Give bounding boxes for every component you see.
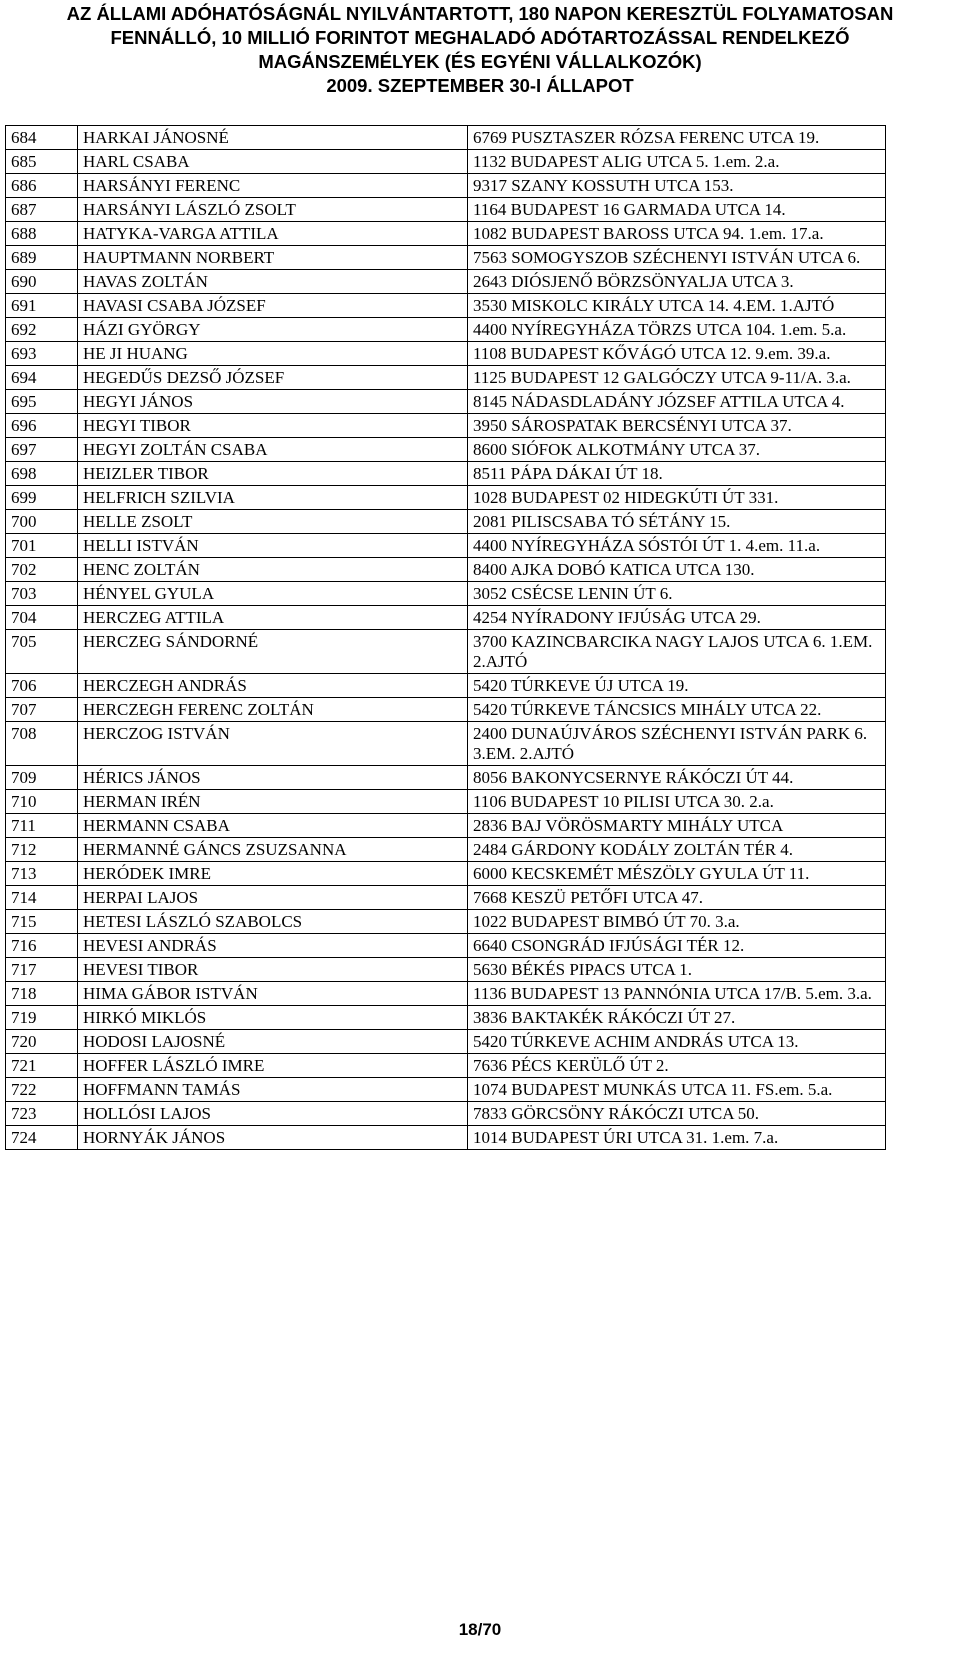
- table-row: [6, 510, 886, 534]
- row-number: 706: [6, 674, 78, 698]
- taxpayer-address: 3836 BAKTAKÉK RÁKÓCZI ÚT 27.: [468, 1006, 886, 1030]
- taxpayer-address: 3052 CSÉCSE LENIN ÚT 6.: [468, 582, 886, 606]
- taxpayer-name: HELFRICH SZILVIA: [78, 486, 468, 510]
- row-number: 707: [6, 698, 78, 722]
- row-number: 685: [6, 150, 78, 174]
- taxpayer-name: HERCZEGH FERENC ZOLTÁN: [78, 698, 468, 722]
- taxpayer-name: HERCZOG ISTVÁN: [78, 722, 468, 766]
- taxpayer-address: 2643 DIÓSJENŐ BÖRZSÖNYALJA UTCA 3.: [468, 270, 886, 294]
- table-row: [6, 1126, 886, 1150]
- taxpayer-name: HERPAI LAJOS: [78, 886, 468, 910]
- row-number: 693: [6, 342, 78, 366]
- table-row: [6, 838, 886, 862]
- table-row: [6, 534, 886, 558]
- header-line-4: 2009. SZEPTEMBER 30-I ÁLLAPOT: [326, 75, 634, 96]
- taxpayer-address: 2400 DUNAÚJVÁROS SZÉCHENYI ISTVÁN PARK 6. 3.EM. 2.AJTÓ: [468, 722, 886, 766]
- taxpayer-address: 5630 BÉKÉS PIPACS UTCA 1.: [468, 958, 886, 982]
- table-row: [6, 150, 886, 174]
- table-row: [6, 126, 886, 150]
- row-number: 694: [6, 366, 78, 390]
- table-row: [6, 294, 886, 318]
- table-row: [6, 886, 886, 910]
- row-number: 697: [6, 438, 78, 462]
- header-line-3: MAGÁNSZEMÉLYEK (ÉS EGYÉNI VÁLLALKOZÓK): [258, 51, 702, 72]
- header-line-2: FENNÁLLÓ, 10 MILLIÓ FORINTOT MEGHALADÓ ADÓTARTOZÁSSAL RENDELKEZŐ: [110, 27, 850, 48]
- table-row: [6, 1054, 886, 1078]
- row-number: 720: [6, 1030, 78, 1054]
- taxpayer-address: 1014 BUDAPEST ÚRI UTCA 31. 1.em. 7.a.: [468, 1126, 886, 1150]
- row-number: 701: [6, 534, 78, 558]
- row-number: 710: [6, 790, 78, 814]
- row-number: 702: [6, 558, 78, 582]
- taxpayer-name: HE JI HUANG: [78, 342, 468, 366]
- table-row: [6, 766, 886, 790]
- row-number: 705: [6, 630, 78, 674]
- taxpayer-name: HARSÁNYI FERENC: [78, 174, 468, 198]
- taxpayer-address: 1132 BUDAPEST ALIG UTCA 5. 1.em. 2.a.: [468, 150, 886, 174]
- row-number: 712: [6, 838, 78, 862]
- taxpayer-name: HERMAN IRÉN: [78, 790, 468, 814]
- row-number: 704: [6, 606, 78, 630]
- header-line-1: AZ ÁLLAMI ADÓHATÓSÁGNÁL NYILVÁNTARTOTT, 180 NAPON KERESZTÜL FOLYAMATOSAN: [66, 3, 894, 24]
- table-row: [6, 630, 886, 674]
- taxpayer-name: HERCZEGH ANDRÁS: [78, 674, 468, 698]
- taxpayer-name: HATYKA-VARGA ATTILA: [78, 222, 468, 246]
- taxpayer-name: HETESI LÁSZLÓ SZABOLCS: [78, 910, 468, 934]
- taxpayer-table: [5, 125, 886, 1150]
- taxpayer-address: 8056 BAKONYCSERNYE RÁKÓCZI ÚT 44.: [468, 766, 886, 790]
- taxpayer-address: 7668 KESZÜ PETŐFI UTCA 47.: [468, 886, 886, 910]
- table-row: [6, 390, 886, 414]
- table-row: [6, 958, 886, 982]
- taxpayer-name: HERÓDEK IMRE: [78, 862, 468, 886]
- row-number: 722: [6, 1078, 78, 1102]
- taxpayer-table-body: [6, 126, 886, 1150]
- taxpayer-address: 7563 SOMOGYSZOB SZÉCHENYI ISTVÁN UTCA 6.: [468, 246, 886, 270]
- taxpayer-name: HELLE ZSOLT: [78, 510, 468, 534]
- taxpayer-name: HERCZEG SÁNDORNÉ: [78, 630, 468, 674]
- row-number: 714: [6, 886, 78, 910]
- row-number: 688: [6, 222, 78, 246]
- taxpayer-address: 4400 NYÍREGYHÁZA SÓSTÓI ÚT 1. 4.em. 11.a.: [468, 534, 886, 558]
- taxpayer-name: HEGYI JÁNOS: [78, 390, 468, 414]
- taxpayer-address: 6000 KECSKEMÉT MÉSZÖLY GYULA ÚT 11.: [468, 862, 886, 886]
- row-number: 690: [6, 270, 78, 294]
- row-number: 717: [6, 958, 78, 982]
- row-number: 689: [6, 246, 78, 270]
- table-row: [6, 366, 886, 390]
- table-row: [6, 582, 886, 606]
- taxpayer-address: 1082 BUDAPEST BAROSS UTCA 94. 1.em. 17.a.: [468, 222, 886, 246]
- taxpayer-address: 1136 BUDAPEST 13 PANNÓNIA UTCA 17/B. 5.em. 3.a.: [468, 982, 886, 1006]
- page-number: 18/70: [458, 1620, 502, 1639]
- table-row: [6, 698, 886, 722]
- table-row: [6, 862, 886, 886]
- table-row: [6, 414, 886, 438]
- taxpayer-address: 8145 NÁDASDLADÁNY JÓZSEF ATTILA UTCA 4.: [468, 390, 886, 414]
- row-number: 695: [6, 390, 78, 414]
- taxpayer-name: HEVESI ANDRÁS: [78, 934, 468, 958]
- table-row: [6, 342, 886, 366]
- table-row: [6, 246, 886, 270]
- taxpayer-address: 3700 KAZINCBARCIKA NAGY LAJOS UTCA 6. 1.EM. 2.AJTÓ: [468, 630, 886, 674]
- table-row: [6, 674, 886, 698]
- taxpayer-address: 4400 NYÍREGYHÁZA TÖRZS UTCA 104. 1.em. 5.a.: [468, 318, 886, 342]
- row-number: 699: [6, 486, 78, 510]
- taxpayer-address: 2081 PILISCSABA TÓ SÉTÁNY 15.: [468, 510, 886, 534]
- taxpayer-name: HARSÁNYI LÁSZLÓ ZSOLT: [78, 198, 468, 222]
- taxpayer-address: 6769 PUSZTASZER RÓZSA FERENC UTCA 19.: [468, 126, 886, 150]
- taxpayer-name: HÉNYEL GYULA: [78, 582, 468, 606]
- table-row: [6, 198, 886, 222]
- table-row: [6, 606, 886, 630]
- taxpayer-name: HOLLÓSI LAJOS: [78, 1102, 468, 1126]
- row-number: 696: [6, 414, 78, 438]
- taxpayer-address: 1074 BUDAPEST MUNKÁS UTCA 11. FS.em. 5.a.: [468, 1078, 886, 1102]
- row-number: 692: [6, 318, 78, 342]
- table-row: [6, 934, 886, 958]
- row-number: 719: [6, 1006, 78, 1030]
- taxpayer-name: HEIZLER TIBOR: [78, 462, 468, 486]
- table-row: [6, 222, 886, 246]
- taxpayer-address: 1125 BUDAPEST 12 GALGÓCZY UTCA 9-11/A. 3.a.: [468, 366, 886, 390]
- table-row: [6, 1006, 886, 1030]
- table-row: [6, 982, 886, 1006]
- row-number: 708: [6, 722, 78, 766]
- taxpayer-address: 5420 TÚRKEVE ÚJ UTCA 19.: [468, 674, 886, 698]
- taxpayer-name: HODOSI LAJOSNÉ: [78, 1030, 468, 1054]
- row-number: 724: [6, 1126, 78, 1150]
- taxpayer-address: 1028 BUDAPEST 02 HIDEGKÚTI ÚT 331.: [468, 486, 886, 510]
- table-row: [6, 722, 886, 766]
- row-number: 711: [6, 814, 78, 838]
- table-row: [6, 318, 886, 342]
- taxpayer-address: 1164 BUDAPEST 16 GARMADA UTCA 14.: [468, 198, 886, 222]
- taxpayer-name: HARKAI JÁNOSNÉ: [78, 126, 468, 150]
- taxpayer-name: HEGYI TIBOR: [78, 414, 468, 438]
- table-row: [6, 462, 886, 486]
- taxpayer-address: 1108 BUDAPEST KŐVÁGÓ UTCA 12. 9.em. 39.a.: [468, 342, 886, 366]
- row-number: 686: [6, 174, 78, 198]
- table-row: [6, 1078, 886, 1102]
- row-number: 691: [6, 294, 78, 318]
- taxpayer-name: HERMANNÉ GÁNCS ZSUZSANNA: [78, 838, 468, 862]
- taxpayer-name: HÁZI GYÖRGY: [78, 318, 468, 342]
- taxpayer-name: HAVASI CSABA JÓZSEF: [78, 294, 468, 318]
- taxpayer-name: HERCZEG ATTILA: [78, 606, 468, 630]
- table-row: [6, 174, 886, 198]
- taxpayer-address: 7833 GÖRCSÖNY RÁKÓCZI UTCA 50.: [468, 1102, 886, 1126]
- taxpayer-address: 2484 GÁRDONY KODÁLY ZOLTÁN TÉR 4.: [468, 838, 886, 862]
- taxpayer-name: HIRKÓ MIKLÓS: [78, 1006, 468, 1030]
- row-number: 700: [6, 510, 78, 534]
- taxpayer-name: HARL CSABA: [78, 150, 468, 174]
- taxpayer-address: 5420 TÚRKEVE TÁNCSICS MIHÁLY UTCA 22.: [468, 698, 886, 722]
- taxpayer-address: 4254 NYÍRADONY IFJÚSÁG UTCA 29.: [468, 606, 886, 630]
- taxpayer-name: HOFFER LÁSZLÓ IMRE: [78, 1054, 468, 1078]
- row-number: 709: [6, 766, 78, 790]
- taxpayer-address: 8600 SIÓFOK ALKOTMÁNY UTCA 37.: [468, 438, 886, 462]
- table-row: [6, 486, 886, 510]
- row-number: 716: [6, 934, 78, 958]
- row-number: 687: [6, 198, 78, 222]
- taxpayer-name: HORNYÁK JÁNOS: [78, 1126, 468, 1150]
- taxpayer-name: HAVAS ZOLTÁN: [78, 270, 468, 294]
- taxpayer-name: HERMANN CSABA: [78, 814, 468, 838]
- taxpayer-address: 8400 AJKA DOBÓ KATICA UTCA 130.: [468, 558, 886, 582]
- taxpayer-address: 8511 PÁPA DÁKAI ÚT 18.: [468, 462, 886, 486]
- taxpayer-address: 6640 CSONGRÁD IFJÚSÁGI TÉR 12.: [468, 934, 886, 958]
- row-number: 715: [6, 910, 78, 934]
- row-number: 718: [6, 982, 78, 1006]
- document-header: [0, 2, 960, 98]
- row-number: 698: [6, 462, 78, 486]
- row-number: 684: [6, 126, 78, 150]
- table-row: [6, 910, 886, 934]
- row-number: 703: [6, 582, 78, 606]
- taxpayer-name: HÉRICS JÁNOS: [78, 766, 468, 790]
- row-number: 721: [6, 1054, 78, 1078]
- table-row: [6, 814, 886, 838]
- taxpayer-name: HELLI ISTVÁN: [78, 534, 468, 558]
- taxpayer-name: HOFFMANN TAMÁS: [78, 1078, 468, 1102]
- table-row: [6, 790, 886, 814]
- taxpayer-address: 5420 TÚRKEVE ACHIM ANDRÁS UTCA 13.: [468, 1030, 886, 1054]
- taxpayer-address: 3530 MISKOLC KIRÁLY UTCA 14. 4.EM. 1.AJTÓ: [468, 294, 886, 318]
- taxpayer-address: 1022 BUDAPEST BIMBÓ ÚT 70. 3.a.: [468, 910, 886, 934]
- table-row: [6, 1102, 886, 1126]
- table-row: [6, 1030, 886, 1054]
- taxpayer-address: 3950 SÁROSPATAK BERCSÉNYI UTCA 37.: [468, 414, 886, 438]
- taxpayer-address: 1106 BUDAPEST 10 PILISI UTCA 30. 2.a.: [468, 790, 886, 814]
- taxpayer-name: HEGYI ZOLTÁN CSABA: [78, 438, 468, 462]
- taxpayer-name: HAUPTMANN NORBERT: [78, 246, 468, 270]
- taxpayer-address: 2836 BAJ VÖRÖSMARTY MIHÁLY UTCA: [468, 814, 886, 838]
- taxpayer-address: 7636 PÉCS KERÜLŐ ÚT 2.: [468, 1054, 886, 1078]
- table-row: [6, 438, 886, 462]
- table-row: [6, 558, 886, 582]
- row-number: 713: [6, 862, 78, 886]
- taxpayer-name: HENC ZOLTÁN: [78, 558, 468, 582]
- taxpayer-address: 9317 SZANY KOSSUTH UTCA 153.: [468, 174, 886, 198]
- taxpayer-name: HIMA GÁBOR ISTVÁN: [78, 982, 468, 1006]
- taxpayer-name: HEGEDŰS DEZSŐ JÓZSEF: [78, 366, 468, 390]
- table-row: [6, 270, 886, 294]
- row-number: 723: [6, 1102, 78, 1126]
- taxpayer-name: HEVESI TIBOR: [78, 958, 468, 982]
